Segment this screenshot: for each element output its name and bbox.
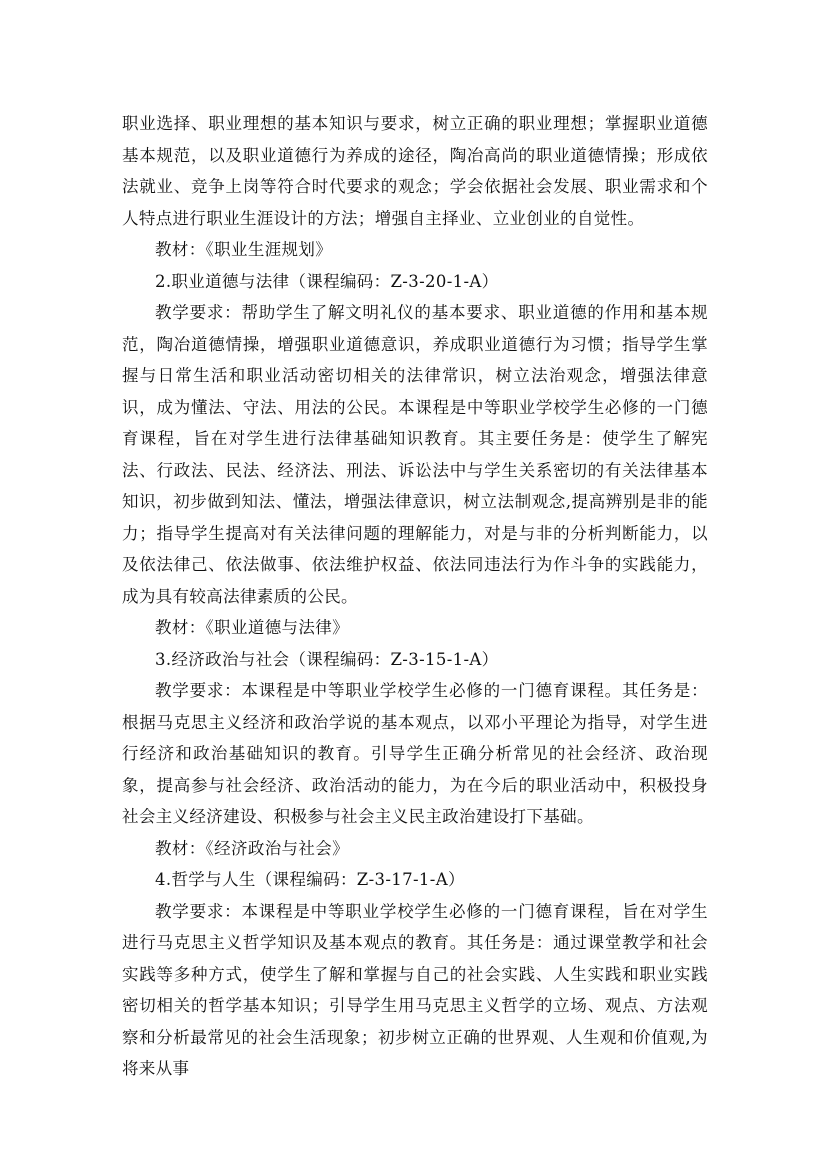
textbook-economy-politics-society: 教材：《经济政治与社会》 — [155, 838, 349, 858]
paragraph-philosophy-and-life-requirements: 教学要求：本课程是中等职业学校学生必修的一门德育课程，旨在对学生进行马克思主义哲学知识及基本观点的教育。其任务是：通过课堂教学和社会实践等多种方式，使学生了解和掌握与自己的社会实践、人生实践和职业实践密切相关的哲学基本知识；引导学生用马克思主义哲学的立场、观点、方法观察和分析最常见的社会生活现象；初步树立正确的世界观、人生观和价值观,为将来从事 — [122, 901, 708, 1078]
textbook-career-planning: 教材：《职业生涯规划》 — [155, 240, 333, 259]
paragraph-ethics-and-law-requirements: 教学要求：帮助学生了解文明礼仪的基本要求、职业道德的作用和基本规范，陶冶道德情操，增强职业道德意识，养成职业道德行为习惯；指导学生掌握与日常生活和职业活动密切相关的法律常识，树立法治观念，增强法律意识，成为懂法、守法、用法的公民。本课程是中等职业学校学生必修的一门德育课程，旨在对学生进行法律基础知识教育。其主要任务是：使学生了解宪法、行政法、民法、经济法、刑法、诉讼法中与学生关系密切的有关法律基本知识，初步做到知法、懂法，增强法律意识，树立法制观念,提高辨别是非的能力；指导学生提高对有关法律问题的理解能力，对是与非的分析判断能力，以及依法律己、依法做事、依法维护权益、依法同违法行为作斗争的实践能力，成为具有较高法律素质的公民。 — [122, 303, 708, 606]
course-heading-philosophy-and-life: 4.哲学与人生（课程编码：Z-3-17-1-A） — [155, 870, 465, 889]
paragraph-career-planning-requirements: 职业选择、职业理想的基本知识与要求，树立正确的职业理想；掌握职业道德基本规范，以及职业道德行为养成的途径，陶冶高尚的职业道德情操；形成依法就业、竞争上岗等符合时代要求的观念；学会依据社会发展、职业需求和个人特点进行职业生涯设计的方法；增强自主择业、立业创业的自觉性。 — [122, 114, 708, 228]
textbook-ethics-and-law: 教材：《职业道德与法律》 — [155, 618, 349, 637]
paragraph-economy-politics-society-requirements: 教学要求：本课程是中等职业学校学生必修的一门德育课程。其任务是：根据马克思主义经济和政治学说的基本观点，以邓小平理论为指导，对学生进行经济和政治基础知识的教育。引导学生正确分析常见的社会经济、政治现象，提高参与社会经济、政治活动的能力，为在今后的职业活动中，积极投身社会主义经济建设、积极参与社会主义民主政治建设打下基础。 — [122, 681, 708, 826]
course-heading-economy-politics-society: 3.经济政治与社会（课程编码：Z-3-15-1-A） — [155, 649, 499, 669]
course-heading-ethics-and-law: 2.职业道德与法律（课程编码：Z-3-20-1-A） — [155, 271, 499, 291]
document-body — [122, 108, 708, 1085]
